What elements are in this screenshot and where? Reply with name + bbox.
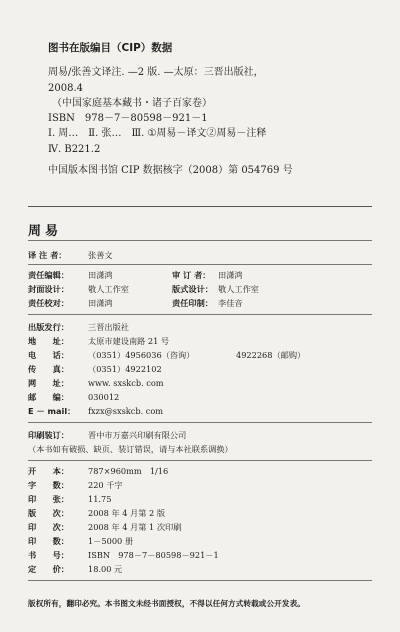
cip-data-number: 中国版本图书馆 CIP 数据核字（2008）第 054769 号	[48, 165, 293, 176]
cip-line-1: 周易/张善文译注. —2 版. —太原：三晋出版社，	[48, 67, 264, 78]
format-label: 开 本：	[28, 466, 69, 476]
proofreader-value: 田潇鸿	[88, 298, 113, 308]
email-value: fxzx@sxskcb. com	[88, 406, 164, 416]
sheets-label: 印 张：	[28, 494, 69, 504]
cip-heading: 图书在版编目（CIP）数据	[48, 42, 173, 54]
layout-design-value: 敬人工作室	[218, 284, 259, 294]
translator-value: 张善文	[88, 250, 113, 260]
divider-publisher	[28, 422, 372, 423]
cip-line-4: ISBN 978－7－80598－921－1	[48, 113, 208, 124]
phone-value: （0351）4956036（咨询）	[88, 350, 195, 360]
cover-design-label: 封面设计：	[28, 284, 69, 294]
layout-design-label: 版式设计：	[172, 284, 213, 294]
email-label: E － mail：	[28, 406, 76, 416]
isbn-value: ISBN 978－7－80598－921－1	[88, 550, 219, 560]
print-run-label: 印 数：	[28, 536, 69, 546]
fax-value: （0351）4922102	[88, 364, 162, 374]
phone-label: 电 话：	[28, 350, 69, 360]
divider-top	[28, 206, 372, 207]
sheets-value: 11.75	[88, 494, 112, 504]
reviewer-value: 田潇鸿	[218, 270, 243, 280]
postcode-label: 邮 编：	[28, 392, 69, 402]
divider-title	[28, 240, 372, 241]
divider-credits	[28, 314, 372, 315]
translator-label: 译 注 者：	[28, 250, 67, 260]
publisher-value: 三晋出版社	[88, 322, 129, 332]
cip-line-6: Ⅳ. B221.2	[48, 144, 101, 155]
printing-notice: （本书如有破损、缺页、装订错误，请与本社联系调换）	[28, 444, 233, 454]
divider-specs	[28, 580, 372, 581]
printer-value: 晋中市万嘉兴印刷有限公司	[88, 430, 187, 440]
format-value: 787×960mm 1/16	[88, 466, 169, 476]
isbn-label: 书 号：	[28, 550, 69, 560]
reviewer-label: 审 订 者：	[172, 270, 211, 280]
edition-value: 2008 年 4 月第 2 版	[88, 508, 166, 518]
word-count-label: 字 数：	[28, 480, 69, 490]
impression-value: 2008 年 4 月第 1 次印刷	[88, 522, 182, 532]
divider-printing	[28, 460, 372, 461]
word-count-value: 220 千字	[88, 480, 123, 490]
proofreader-label: 责任校对：	[28, 298, 69, 308]
cip-line-3: （中国家庭基本藏书・诸子百家卷）	[52, 98, 212, 109]
edition-label: 版 次：	[28, 508, 69, 518]
book-title: 周易	[28, 224, 63, 239]
price-label: 定 价：	[28, 564, 69, 574]
cip-line-5: Ⅰ. 周… Ⅱ. 张… Ⅲ. ①周易－译文②周易－注释	[48, 128, 267, 139]
price-value: 18.00 元	[88, 564, 123, 574]
website-label: 网 址：	[28, 378, 69, 388]
address-value: 太原市建设南路 21 号	[88, 336, 170, 346]
fax-label: 传 真：	[28, 364, 69, 374]
cover-design-value: 敬人工作室	[88, 284, 129, 294]
printer-label: 印刷装订：	[28, 430, 69, 440]
cip-line-2: 2008.4	[48, 83, 83, 94]
impression-label: 印 次：	[28, 522, 69, 532]
phone-value-2: 4922268（邮购）	[236, 350, 306, 360]
print-supervisor-label: 责任印制：	[172, 298, 213, 308]
editor-value: 田潇鸿	[88, 270, 113, 280]
website-value: www. sxskcb. com	[88, 378, 164, 388]
publisher-label: 出版发行：	[28, 322, 69, 332]
address-label: 地 址：	[28, 336, 69, 346]
postcode-value: 030012	[88, 392, 120, 402]
print-supervisor-value: 李佳音	[218, 298, 243, 308]
print-run-value: 1－5000 册	[88, 536, 134, 546]
divider-translator	[28, 264, 372, 265]
copyright-notice: 版权所有，翻印必究。本书图文未经书面授权，不得以任何方式转载或公开发表。	[28, 599, 305, 608]
editor-label: 责任编辑：	[28, 270, 69, 280]
